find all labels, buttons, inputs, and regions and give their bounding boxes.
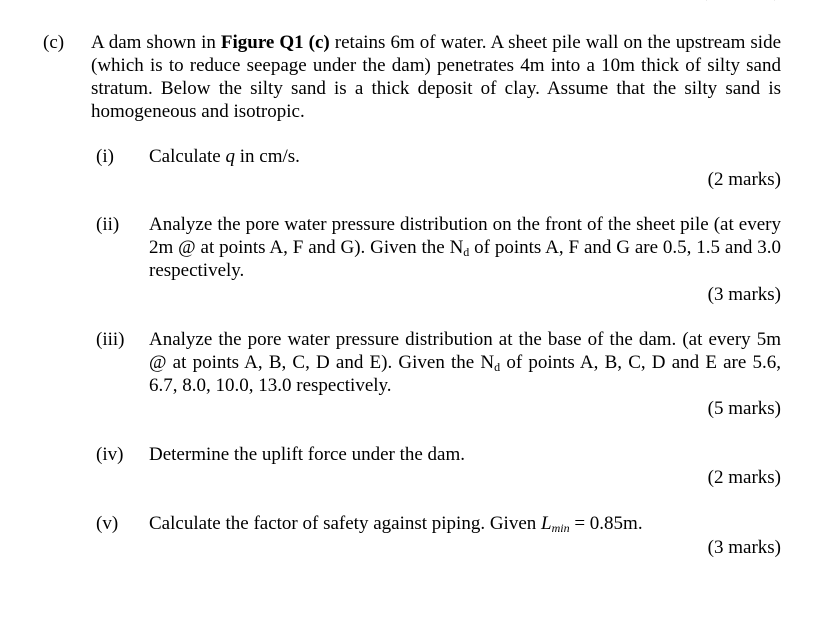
variable-q: q [225,146,235,167]
text-end: = 0.85m. [569,513,643,534]
marks-label: (2 marks) [707,467,781,488]
subquestion-label: (v) [96,513,119,534]
subquestion-text [149,213,781,282]
marks-label: (2 marks) [707,169,781,190]
marks-label: (3 marks) [707,284,781,305]
marks-label: (5 marks) [707,398,781,419]
cropped-marks-bracket [703,0,778,8]
part-text-rest: retains 6m of water. A sheet pile wall on the upstream side (which is to reduce seepage under the dam) penetrates 4m into a 10m thick of silty sand stratum. Below the silty sand is a thick deposit of clay. Assume that the silty sand is homogeneous and isotropic. [91,32,782,122]
part-label: (c) [43,32,65,53]
subquestion-label: (iv) [96,444,124,465]
variable-l-min [541,513,570,534]
subquestion-label: (i) [96,146,114,167]
text-start: Analyze the pore water pressure distribution at the base of the dam. (at every 5m @ at points A, B, C, D and E). Given the N [149,329,781,373]
subquestion-text [149,145,781,168]
text-start: Calculate [149,146,226,167]
marks-label: (3 marks) [707,537,781,558]
part-text-start: A dam shown in [91,32,221,53]
text-start: Analyze the pore water pressure distribution on the front of the sheet pile (at every 2m @ at points A, F and G). Given the N [149,214,781,258]
text-end: of points A, F and G are 0.5, 1.5 and 3.0 respectively. [149,237,781,281]
text-start: Calculate the factor of safety against piping. Given [149,513,542,534]
figure-reference: Figure Q1 (c) [220,32,330,53]
subquestion-text [149,512,781,535]
subquestion-label: (iii) [96,329,125,350]
subquestion-text [149,328,781,397]
subscript: d [463,245,470,259]
text-end: in cm/s. [235,146,300,167]
subquestion-text: Determine the uplift force under the dam. [149,444,466,465]
part-description [91,31,781,123]
subscript: min [551,521,570,535]
text-end: of points A, B, C, D and E are 5.6, 6.7, 8.0, 10.0, 13.0 respectively. [149,352,781,396]
subquestion-label: (ii) [96,214,120,235]
subscript: d [494,360,501,374]
variable-l: L [541,513,552,534]
